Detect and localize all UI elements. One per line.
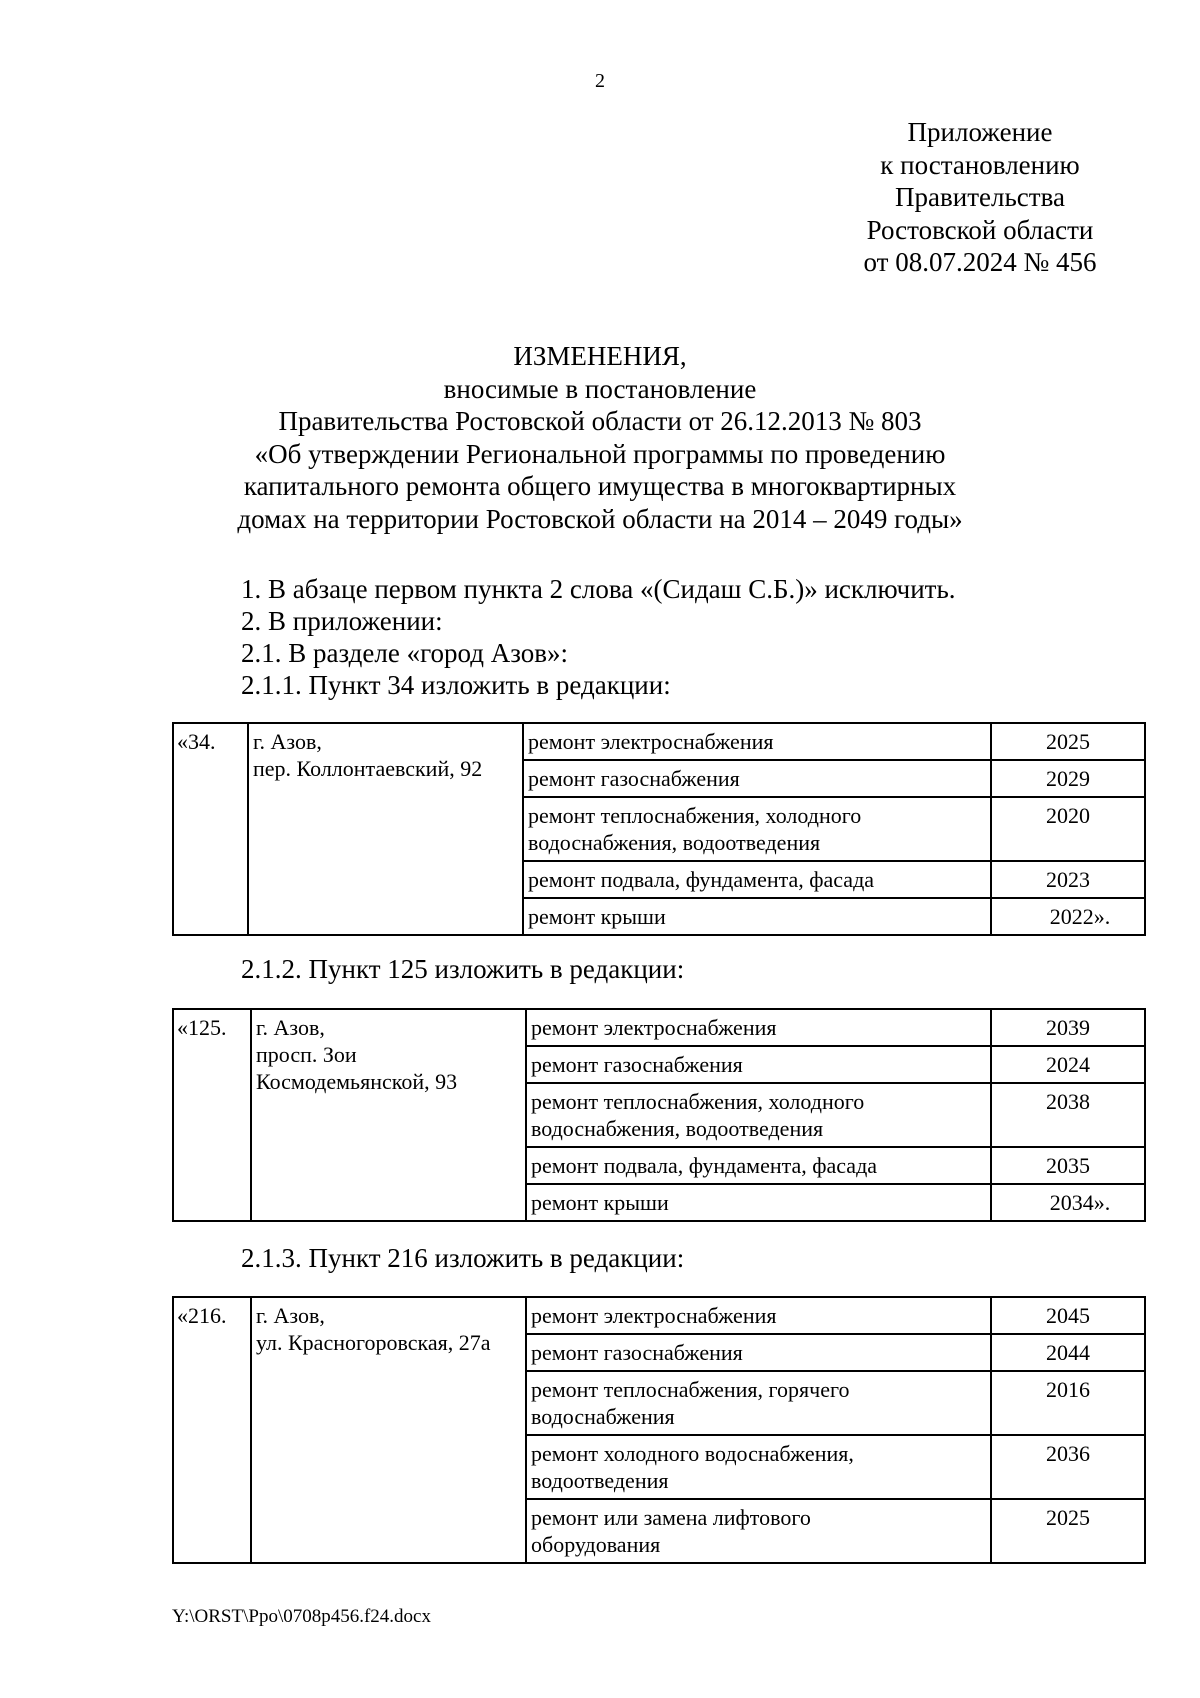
work-line: оборудования (531, 1532, 661, 1557)
paragraph-2-1-1: 2.1.1. Пункт 34 изложить в редакции: (241, 670, 671, 700)
year-cell: 2023 (991, 861, 1145, 898)
table-heading-216: 2.1.3. Пункт 216 изложить в редакции: (241, 1243, 685, 1273)
year-cell: 2044 (991, 1334, 1145, 1371)
work-line: ремонт теплоснабжения, горячего (531, 1377, 850, 1402)
table-row (173, 723, 1145, 760)
work-line: ремонт подвала, фундамента, фасада (531, 1153, 878, 1178)
appendix-line: Приложение (907, 117, 1053, 147)
work-cell (523, 898, 991, 935)
appendix-header (830, 116, 1130, 279)
work-cell (526, 1046, 991, 1083)
address-line: Космодемьянской, 93 (256, 1069, 458, 1094)
year-cell: 2045 (991, 1297, 1145, 1334)
table-row (173, 1009, 1145, 1046)
title-line: вносимые в постановление (443, 373, 757, 404)
year-cell (991, 1184, 1145, 1221)
table-item-34 (172, 722, 1146, 936)
work-line: ремонт или замена лифтового (531, 1505, 811, 1530)
work-line: водоснабжения, водоотведения (531, 1116, 824, 1141)
file-path-footer: Y:\ORST\Ppo\0708p456.f24.docx (172, 1606, 431, 1627)
table-heading-125: 2.1.2. Пункт 125 изложить в редакции: (241, 954, 685, 984)
work-line: ремонт теплоснабжения, холодного (531, 1089, 865, 1114)
work-cell (526, 1499, 991, 1563)
work-line: водоснабжения (531, 1404, 675, 1429)
year-cell (991, 898, 1145, 935)
item-number: «125. (173, 1009, 251, 1221)
address-cell (251, 1009, 526, 1221)
work-line: ремонт газоснабжения (531, 1052, 743, 1077)
year-cell: 2025 (991, 723, 1145, 760)
work-line: ремонт электроснабжения (531, 1015, 777, 1040)
year-cell: 2016 (991, 1371, 1145, 1435)
title-line: капитального ремонта общего имущества в многоквартирных (243, 471, 957, 501)
year-cell: 2025 (991, 1499, 1145, 1563)
address-line: пер. Коллонтаевский, 92 (253, 756, 483, 781)
appendix-line: от 08.07.2024 № 456 (863, 247, 1097, 277)
year-cell: 2020 (991, 797, 1145, 861)
year-cell: 2038 (991, 1083, 1145, 1147)
address-line: просп. Зои (256, 1042, 357, 1067)
page-number: 2 (595, 70, 605, 92)
year-cell: 2036 (991, 1435, 1145, 1499)
paragraph-2: 2. В приложении: (241, 606, 443, 636)
title-line: домах на территории Ростовской области на 2014 – 2049 годы» (237, 503, 963, 534)
work-cell (526, 1184, 991, 1221)
address-cell (248, 723, 523, 935)
title-line: «Об утверждении Региональной программы по проведению (254, 438, 946, 469)
year-value: 2022». (1049, 904, 1111, 929)
paragraph-1: 1. В абзаце первом пункта 2 слова «(Сидаш С.Б.)» исключить. (241, 574, 956, 604)
work-cell (526, 1147, 991, 1184)
work-cell (526, 1083, 991, 1147)
work-line: ремонт газоснабжения (528, 766, 740, 791)
address-line: г. Азов, (256, 1015, 325, 1040)
item-number: «216. (173, 1297, 251, 1563)
address-cell (251, 1297, 526, 1563)
year-cell: 2039 (991, 1009, 1145, 1046)
work-cell (526, 1435, 991, 1499)
address-line: ул. Красногоровская, 27а (256, 1330, 491, 1355)
year-cell: 2029 (991, 760, 1145, 797)
title-line: Правительства Ростовской области от 26.12.2013 № 803 (278, 406, 922, 436)
work-line: ремонт крыши (528, 904, 666, 929)
appendix-line: к постановлению (880, 149, 1080, 180)
work-line: водоснабжения, водоотведения (528, 830, 821, 855)
appendix-line: Правительства (895, 182, 1065, 212)
work-cell (523, 760, 991, 797)
work-line: ремонт крыши (531, 1190, 669, 1215)
work-line: водоотведения (531, 1468, 669, 1493)
table-row (173, 1297, 1145, 1334)
appendix-line: Ростовской области (866, 214, 1094, 245)
address-line: г. Азов, (256, 1303, 325, 1328)
table-item-216 (172, 1296, 1146, 1564)
work-line: ремонт электроснабжения (531, 1303, 777, 1328)
work-cell (526, 1334, 991, 1371)
paragraph-2-1: 2.1. В разделе «город Азов»: (241, 638, 568, 668)
work-line: ремонт теплоснабжения, холодного (528, 803, 862, 828)
work-cell (523, 723, 991, 760)
document-title (150, 340, 1050, 535)
year-cell: 2024 (991, 1046, 1145, 1083)
work-line: ремонт холодного водоснабжения, (531, 1441, 854, 1466)
address-line: г. Азов, (253, 729, 322, 754)
title-line: ИЗМЕНЕНИЯ, (513, 341, 687, 371)
table-item-125 (172, 1008, 1146, 1222)
work-cell (526, 1009, 991, 1046)
year-value: 2034». (1049, 1190, 1111, 1215)
work-line: ремонт электроснабжения (528, 729, 774, 754)
work-cell (523, 861, 991, 898)
work-cell (526, 1297, 991, 1334)
work-line: ремонт подвала, фундамента, фасада (528, 867, 875, 892)
work-line: ремонт газоснабжения (531, 1340, 743, 1365)
work-cell (523, 797, 991, 861)
item-number: «34. (173, 723, 248, 935)
year-cell: 2035 (991, 1147, 1145, 1184)
work-cell (526, 1371, 991, 1435)
